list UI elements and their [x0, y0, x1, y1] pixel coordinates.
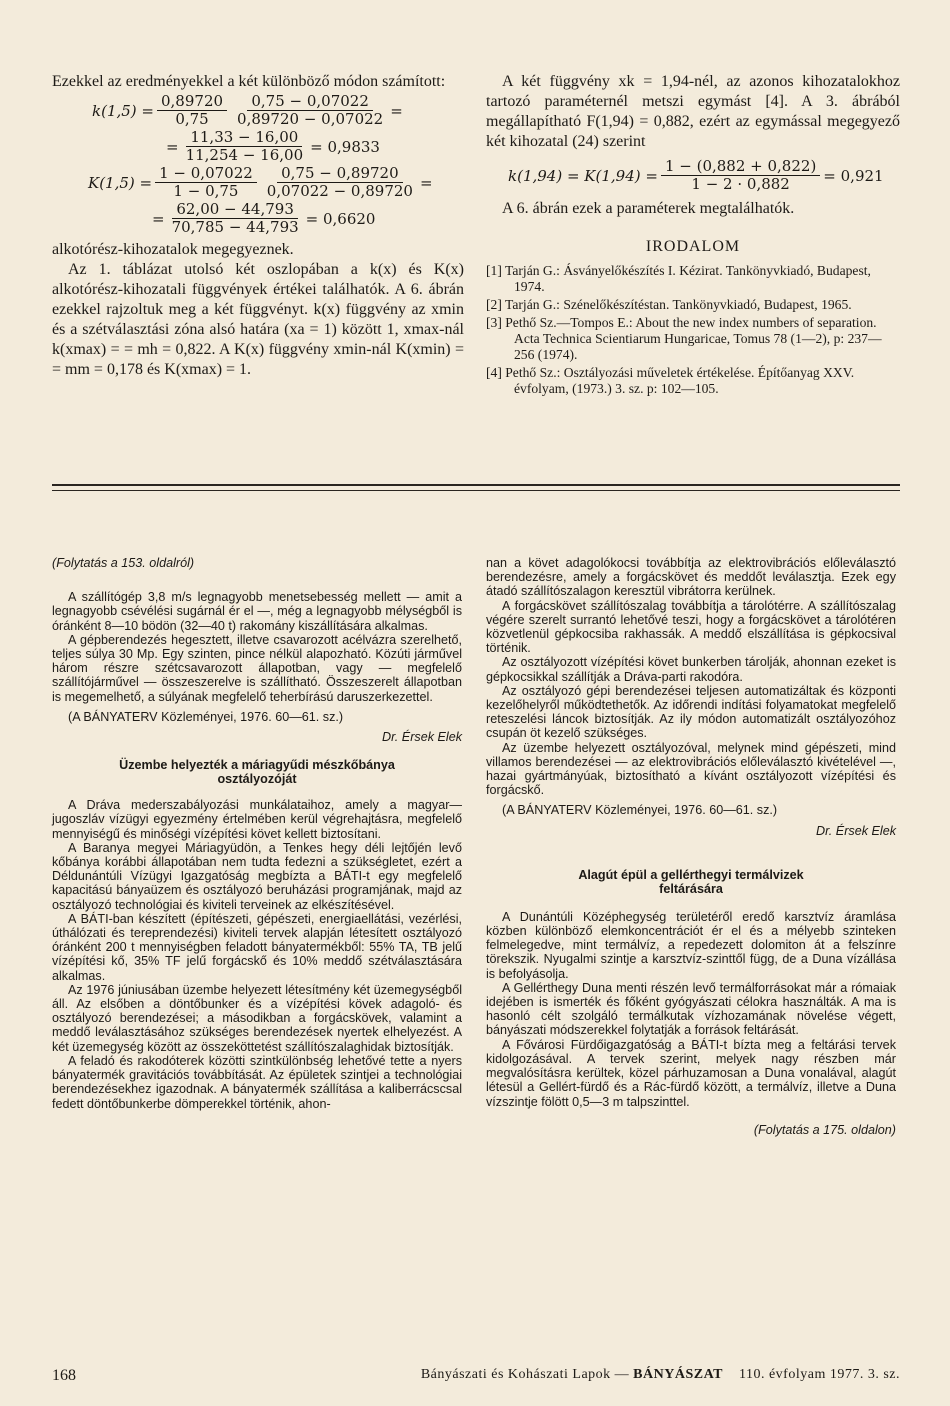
fraction-denominator: 0,07022 − 0,89720 — [266, 182, 413, 200]
section-divider — [52, 484, 900, 486]
page-number: 168 — [52, 1367, 76, 1384]
equation-lhs: k(1,94) = K(1,94) = — [508, 166, 658, 185]
equation-K-row1 — [88, 165, 464, 200]
body-paragraph: Az 1. táblázat utolsó két oszlopában a k(x) és K(x) alkotórész-kihozatali függvények értékei találhatók. A 6. ábrán ezekkel rajzoltuk meg a két függvényt. k(x) függvény az xmin és a szétválasztási zóna alsó határa (xa = 1) között 1, xmax-nál k(xmax) = = mh = 0,822. A K(x) függvény xmin-nál K(xmin) = = mm = 0,178 és K(xmax) = 1. — [52, 261, 464, 378]
equation-result: = 0,921 — [823, 166, 884, 185]
article-heading: Alagút épül a gellérthegyi termálvizek feltárására — [578, 867, 804, 896]
source-citation: (A BÁNYATERV Közleményei, 1976. 60—61. sz.) — [68, 709, 344, 724]
body-paragraph: A szállítógép 3,8 m/s legnagyobb menetsebesség mellett — amit a legnagyobb csévélési sugárnál ér el —, még a legnagyobb mélységből is óránként 8—10 bödön (32—40 t) rakomány kiszállítására alkalmas. — [52, 590, 462, 633]
continued-from: (Folytatás a 153. oldalról) — [52, 556, 195, 570]
fraction-numerator: 62,00 − 44,793 — [172, 201, 298, 219]
equation-k-row1 — [92, 93, 464, 128]
references-heading: IRODALOM — [645, 238, 741, 255]
author-name: Dr. Érsek Elek — [815, 823, 896, 838]
intro-text: Ezekkel az eredményekkel a két különböző módon számított: — [52, 73, 446, 90]
equation-result: = 0,6620 — [305, 209, 376, 228]
fraction-denominator: 0,89720 − 0,07022 — [237, 110, 384, 128]
body-paragraph: A Dráva mederszabályozási munkálataihoz, amely a magyar—jugoszláv vízügyi egyezmény értelmében kerül végrehajtásra, megfelelő mennyiségű és minőségi vízépítési követ kellett biztosítani. — [52, 798, 462, 841]
fraction-numerator: 11,33 − 16,00 — [186, 129, 302, 147]
fraction-numerator: 1 − 0,07022 — [155, 165, 257, 183]
equation-K-row2 — [152, 201, 464, 236]
body-paragraph: A feladó és rakodóterek közötti szintkülönbség lehetővé tette a nyers bányatermék gravitációs továbbítását. Az épületek szintjei a technológiai berendezésekhez igazodnak. A bányatermék szállítása a kaliberrácscsal fedett döntőbunkerbe dömperekkel történik, ahon- — [52, 1053, 462, 1111]
reference-item: [1] Tarján G.: Ásványelőkészítés I. Kézirat. Tankönyvkiadó, Budapest, 1974. — [486, 263, 871, 294]
body-paragraph: A Baranya megyei Máriagyüdön, a Tenkes hegy déli lejtőjén levő kőbánya korábbi állapotában nem tudta fedezni a szükségletet, ezért a Déldunántúli Vízügyi Igazgatóság megbízta a BÁTI-t egy megfelelő kapacitású bányaüzem és osztályozó beruházási programjának, majd az osztályozó technológiai és kiviteli terveinek az elkészítésével. — [52, 840, 462, 912]
page-footer — [52, 1367, 900, 1385]
body-paragraph: Az osztályozott vízépítési követ bunkerben tárolják, ahonnan ezeket is gépkocsikkal szállítják a Dráva-parti rakodóra. — [486, 655, 896, 684]
equals-sign: = — [166, 137, 179, 156]
after-equation-text: alkotórész-kihozatalok megegyeznek. — [52, 241, 294, 258]
body-paragraph: Az üzembe helyezett osztályozóval, melynek mind gépészeti, mind villamos berendezései — az elektrovibrációs előleválasztó kivételével —, hazai gyártmányúak, biztosítható a kívánt osztályozott vízépítési és forgácskő. — [486, 740, 896, 798]
body-paragraph: A 6. ábrán ezek a paraméterek megtalálhatók. — [502, 200, 795, 217]
fraction-denominator: 1 − 0,75 — [173, 182, 239, 200]
reference-item: [4] Pethő Sz.: Osztályozási műveletek értékelése. Építőanyag XXV. évfolyam, (1973.) 3. sz. p: 102—105. — [486, 365, 855, 396]
equation-k-row2 — [166, 129, 464, 164]
reference-item: [3] Pethő Sz.—Tompos E.: About the new index numbers of separation. Acta Technica Scientiarum Hungaricae, Tomus 78 (1—2), p: 237—256 (1974). — [486, 315, 882, 362]
body-paragraph: A Gellérthegy Duna menti részén levő termálforrásokat már a rómaiak idejében is ismerték és főként gyógyászati célokra használták. A ma is hasonló célt szolgáló termálkutak vízhozamának növelése végett, bányászati módszerekkel folytatják a források feltárását. — [486, 980, 896, 1038]
equals-sign: = — [419, 173, 433, 192]
equals-sign: = — [390, 101, 403, 120]
author-name: Dr. Érsek Elek — [381, 730, 462, 745]
fraction-numerator: 0,75 − 0,89720 — [277, 165, 403, 183]
references-list — [486, 263, 900, 397]
fraction — [168, 201, 303, 236]
section-divider — [52, 490, 900, 491]
fraction-denominator: 70,785 − 44,793 — [171, 218, 299, 236]
fraction-numerator: 0,75 − 0,07022 — [247, 93, 373, 111]
body-paragraph: A Dunántúli Középhegység területéről eredő karsztvíz áramlása közben különböző elemkoncentrációt ér el és a mélyebb szinteken felmelegedve, mint termálvíz, a repedezett dolomiton át a felszínre törekszik. Nyugalmi szintje a karsztvíz-szinttől függ, de a Duna vízállása is befolyásolja. — [486, 909, 896, 981]
fraction — [233, 93, 387, 128]
journal-volume: 110. évfolyam 1977. 3. sz. — [738, 1367, 900, 1382]
source-citation: (A BÁNYATERV Közleményei, 1976. 60—61. sz.) — [502, 803, 778, 818]
top-left-column — [52, 72, 464, 380]
body-paragraph: A Fővárosi Fürdőigazgatóság a BÁTI-t bízta meg a feltárási tervek kidolgozásával. A tervek szerint, melyek nagy részben már megvalósításra kerültek, közel párhuzamosan a Duna vonalával, alagút létesül a Gellért-fürdő és a Rác-fürdő között, a termálvíz, illetve a Duna vízszintje fölött 0,5—3 m talpszinttel. — [486, 1037, 896, 1109]
fraction-numerator: 0,89720 — [157, 93, 227, 111]
body-paragraph: A BÁTI-ban készített (építészeti, gépészeti, energiaellátási, vezérlési, úthálózati és tereprendezési) kiviteli tervek alapján létesített osztályozó óránként 200 t mennyiségben feladott bányatermékből: 55% TA, TB jelű vízépítési kő, 35% TF jelű forgácskő és 10% meddő szétválasztására alkalmas. — [52, 911, 462, 983]
fraction-denominator: 0,75 — [175, 110, 209, 128]
fraction — [157, 93, 227, 128]
fraction-numerator: 1 − (0,882 + 0,822) — [661, 158, 820, 176]
fraction — [182, 129, 308, 164]
fraction-denominator: 1 − 2 · 0,882 — [691, 175, 790, 193]
journal-title: Bányászati és Kohászati Lapok — — [420, 1367, 634, 1382]
body-paragraph: Az 1976 júniusában üzembe helyezett létesítmény két üzemegységből áll. Az elsőben a döntőbunker és a vízépítési kövek adagoló- és osztályozó berendezései; a másodikban a forgácskövek, valamint a meddő leválasztásához szükséges berendezések nyertek elhelyezést. A két üzemegység között az összeköttetést szállítószalaghidak biztosítják. — [52, 982, 462, 1054]
body-paragraph: A forgácskövet szállítószalag továbbítja a tárolótérre. A szállítószalag végére szerelt surrantó lehetővé teszi, hogy a forgácskövet a tárolótéren közvetlenül gépkocsiba rakhassák. A meddő elszállítása is gépkocsival történik. — [486, 598, 896, 656]
fraction-denominator: 11,254 − 16,00 — [185, 146, 304, 164]
body-paragraph: Az osztályozó gépi berendezései teljesen automatizáltak és központi kezelőhelyről működtethetők. Az időrendi indítási folyamatokat megfelelő reteszelési láncok biztosítják. Az ily módon automatizált osztályozóhoz csupán öt kezelő szükséges. — [486, 683, 896, 741]
bottom-left-column — [52, 556, 462, 1111]
fraction — [263, 165, 417, 200]
article-heading: Üzembe helyezték a máriagyűdi mészkőbánya osztályozóját — [119, 758, 395, 787]
bottom-right-column — [486, 556, 896, 1137]
body-paragraph: nan a követ adagolókocsi továbbítja az elektrovibrációs előleválasztó berendezésre, amely a forgácskövet és meddőt leválasztja. Ezek egy átadó szállítószalagon keresztül vibrátorra kerülnek. — [486, 556, 896, 599]
equation-k194 — [508, 158, 900, 193]
body-paragraph: A két függvény xk = 1,94-nél, az azonos kihozatalokhoz tartozó paraméternél metszi egymást [4]. A 3. ábrából megállapítható F(1,94) = 0,882, ezért az egymással megegyező két kihozatal (24) szerint — [486, 73, 900, 150]
fraction — [661, 158, 820, 193]
reference-item: [2] Tarján G.: Szénelőkészítéstan. Tankönyvkiadó, Budapest, 1965. — [486, 297, 852, 312]
fraction — [155, 165, 257, 200]
equals-sign: = — [152, 209, 165, 228]
equation-block-k — [52, 93, 464, 236]
equation-k-lhs: k(1,5) = — [92, 101, 154, 120]
equation-result: = 0,9833 — [310, 137, 380, 156]
equation-K-lhs: K(1,5) = — [88, 173, 153, 192]
top-right-column — [486, 72, 900, 399]
continued-to: (Folytatás a 175. oldalon) — [753, 1122, 896, 1137]
body-paragraph: A gépberendezés hegesztett, illetve csavarozott acélvázra szerelhető, teljes súlya 30 Mp. Egy szinten, pince nélkül alapozható. Közúti járművel három részre szétcsavarozott állapotban, vagy — megfelelő szállítójárművel — összeszerelve is szállítható. Összeszerelt állapotban is megemelhető, a súlyának megfelelő teherbírású daruszerkezettel. — [52, 632, 462, 704]
journal-section: BÁNYÁSZAT — [633, 1367, 723, 1382]
